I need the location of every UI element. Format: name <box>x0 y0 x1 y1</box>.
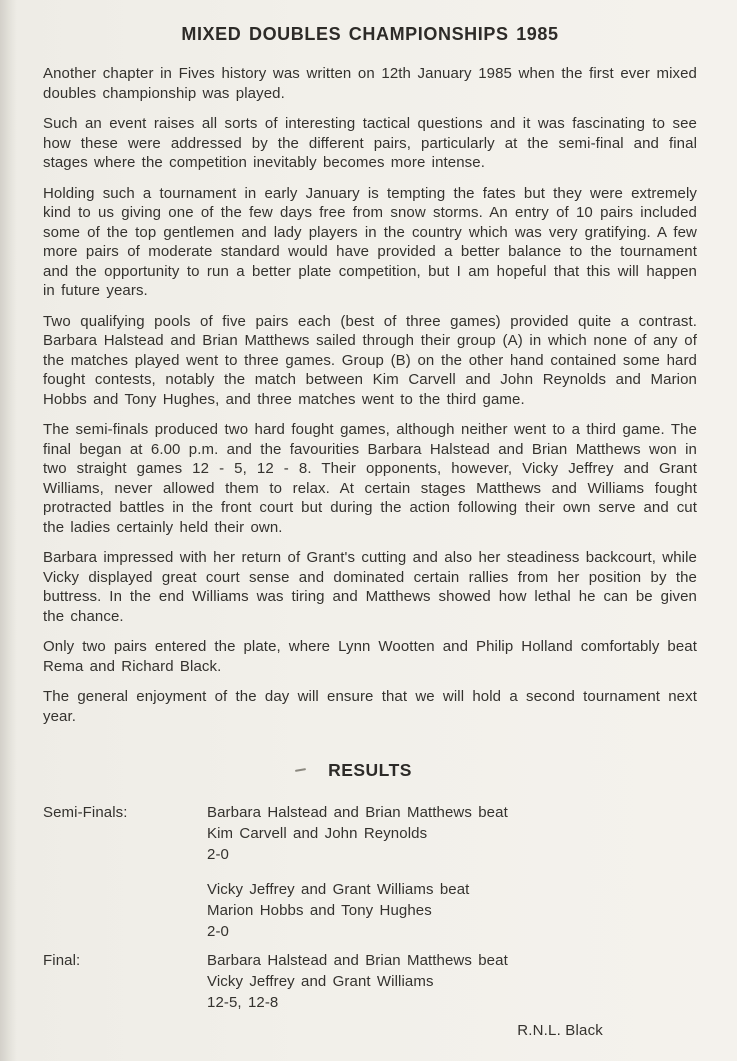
results-row-final <box>43 950 697 1013</box>
semifinal-match-1 <box>207 802 508 865</box>
final-results <box>207 950 508 1013</box>
paragraph-entry: Holding such a tournament in early January is tempting the fates but they were extremely kind to us giving one of the few days free from snow storms. An entry of 10 pairs included some of the top gentlemen and lady players in the country which was very gratifying. A few more pairs of moderate standard would have provided a better balance to the tournament and the opportunity to run a better plate competition, but I am hopeful that this will happen in future years. <box>43 184 697 299</box>
match-line-losers: Vicky Jeffrey and Grant Williams <box>207 973 434 990</box>
match-line-losers: Kim Carvell and John Reynolds <box>207 825 428 842</box>
paragraph-closing: The general enjoyment of the day will ensure that we will hold a second tournament next year. <box>43 688 697 725</box>
match-line-winners: Barbara Halstead and Brian Matthews beat <box>207 952 508 969</box>
paragraph-plate: Only two pairs entered the plate, where Lynn Wootten and Philip Holland comfortably beat Rema and Richard Black. <box>43 638 697 675</box>
match-line-losers: Marion Hobbs and Tony Hughes <box>207 902 432 919</box>
paragraph-intro: Another chapter in Fives history was written on 12th January 1985 when the first ever mixed doubles championship was played. <box>43 65 697 102</box>
paragraph-final-match: The semi-finals produced two hard fought games, although neither went to a third game. The final began at 6.00 p.m. and the favourities Barbara Halstead and Brian Matthews won in two straight games 12 - 5, 12 - 8. Their opponents, however, Vicky Jeffrey and Grant Williams, never allowed them to relax. At certain stages Matthews and Williams fought protracted battles in the front court but during the action following their own serve and cut the ladies certainly held their own. <box>43 421 697 536</box>
results-row-semifinals <box>43 802 697 942</box>
results-heading: RESULTS <box>328 760 412 780</box>
results-section <box>43 802 697 1013</box>
author-signature: R.N.L. Black <box>517 1022 603 1039</box>
paragraph-tactics: Such an event raises all sorts of interesting tactical questions and it was fascinating to see how these were addressed by the different pairs, particularly at the semi-final and final stages where the competition inevitably becomes more intense. <box>43 115 697 171</box>
document-title: MIXED DOUBLES CHAMPIONSHIPS 1985 <box>181 24 559 44</box>
semifinal-match-2 <box>207 879 508 942</box>
match-line-score: 2-0 <box>207 923 229 940</box>
paragraph-player-praise: Barbara impressed with her return of Grant's cutting and also her steadiness backcourt, while Vicky displayed great court sense and dominated certain rallies from her position by the buttress. In the end Williams was tiring and Matthews showed how lethal he can be given the chance. <box>43 549 697 625</box>
match-line-winners: Vicky Jeffrey and Grant Williams beat <box>207 881 470 898</box>
match-line-winners: Barbara Halstead and Brian Matthews beat <box>207 804 508 821</box>
match-line-score: 2-0 <box>207 846 229 863</box>
page-edge-shadow <box>0 0 17 1061</box>
paragraph-pools: Two qualifying pools of five pairs each (best of three games) provided quite a contrast. Barbara Halstead and Brian Matthews sailed through their group (A) in which none of any of the matches played went to three games. Group (B) on the other hand contained some hard fought contests, notably the match between Kim Carvell and John Reynolds and Marion Hobbs and Tony Hughes, and three matches went to the third game. <box>43 312 697 408</box>
semifinals-results <box>207 802 508 942</box>
final-match <box>207 950 508 1013</box>
document-body <box>43 64 697 726</box>
match-line-score: 12-5, 12-8 <box>207 994 279 1011</box>
results-label-final: Final: <box>43 952 81 969</box>
results-label-semifinals: Semi-Finals: <box>43 804 128 821</box>
